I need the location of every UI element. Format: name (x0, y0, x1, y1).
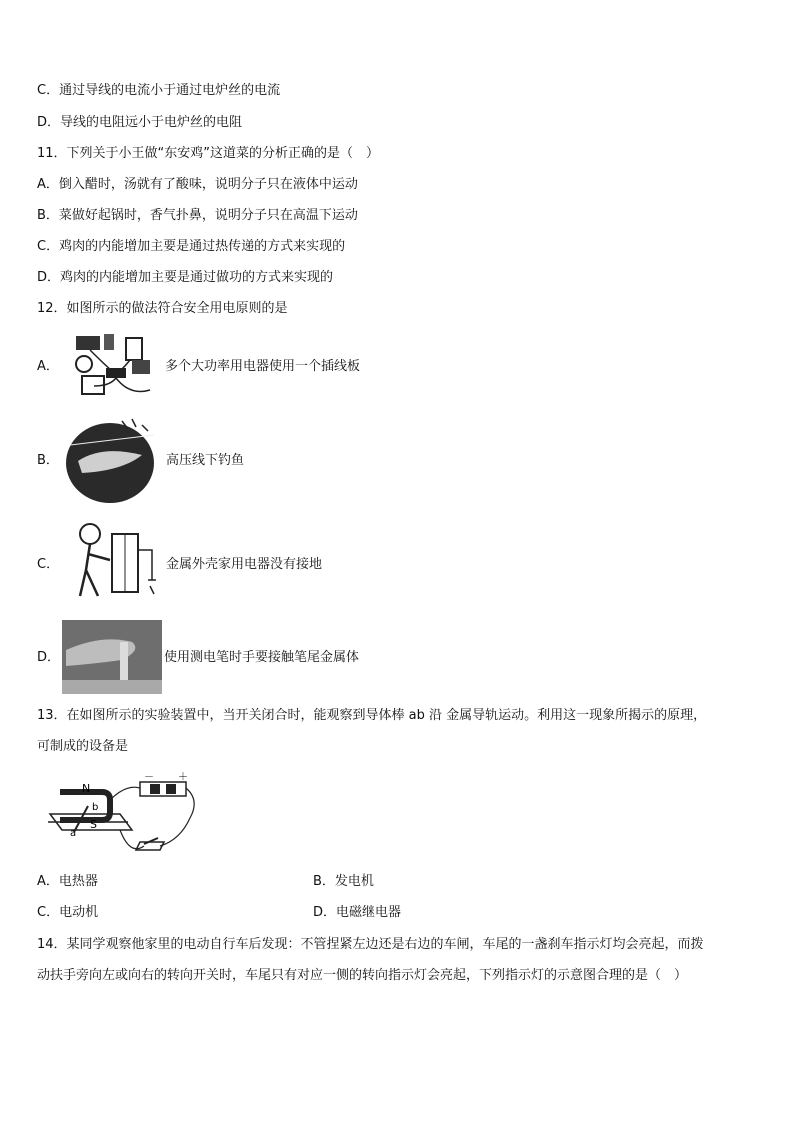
q12-option-c-label: C． (37, 557, 60, 572)
q13-option-b: B．发电机 (313, 874, 374, 889)
option-d-prev: D．导线的电阻远小于电炉丝的电阻 (37, 115, 243, 130)
q13-option-d: D．电磁继电器 (313, 905, 402, 920)
question-13-line-2: 可制成的设备是 (37, 739, 129, 754)
question-13-line-1: 13．在如图所示的实验装置中，当开关闭合时，能观察到导体棒 ab 沿 金属导轨运动。利用这一现象所揭示的原理， (37, 708, 707, 723)
question-14-line-2: 动扶手旁向左或向右的转向开关时，车尾只有对应一侧的转向指示灯会亮起，下列指示灯的示意图合理的是（ ） (37, 968, 688, 983)
q12-option-b-label: B． (37, 453, 59, 468)
q12-option-d-label: D． (37, 650, 61, 665)
south-pole-label: S (90, 818, 97, 831)
question-12: 12．如图所示的做法符合安全用电原则的是 (37, 301, 288, 316)
point-a-label: a (70, 828, 77, 839)
q13-option-c: C．电动机 (37, 905, 99, 920)
q11-option-a: A．倒入醋时，汤就有了酸味，说明分子只在液体中运动 (37, 177, 358, 192)
north-pole-label: N (82, 782, 91, 795)
question-11: 11．下列关于小王做“东安鸡”这道菜的分析正确的是（ ） (37, 146, 380, 161)
q12-option-b-text: 高压线下钓鱼 (166, 453, 245, 468)
ungrounded-appliance-image (72, 520, 162, 608)
fishing-under-power-line-image (62, 415, 162, 507)
battery-plus-label: ＋ (178, 772, 188, 783)
point-b-label: b (92, 802, 99, 813)
q12-option-c-text: 金属外壳家用电器没有接地 (166, 557, 323, 572)
question-14-line-1: 14．某同学观察他家里的电动自行车后发现：不管捏紧左边还是右边的车闸，车尾的一盏刹车指示灯均会亮起，而拨 (37, 937, 704, 952)
q11-option-d: D．鸡肉的内能增加主要是通过做功的方式来实现的 (37, 270, 334, 285)
electromagnetic-experiment-figure (40, 770, 210, 860)
test-pen-hand-image (62, 620, 162, 694)
battery-minus-label: － (144, 772, 154, 783)
option-c-prev: C．通过导线的电流小于通过电炉丝的电流 (37, 83, 281, 98)
q12-option-a-label: A． (37, 359, 59, 374)
appliances-power-strip-image (70, 330, 162, 405)
q12-option-a-text: 多个大功率用电器使用一个插线板 (165, 359, 361, 374)
q11-option-c: C．鸡肉的内能增加主要是通过热传递的方式来实现的 (37, 239, 346, 254)
q13-option-a: A．电热器 (37, 874, 98, 889)
q12-option-d-text: 使用测电笔时手要接触笔尾金属体 (164, 650, 360, 665)
q11-option-b: B．菜做好起锅时，香气扑鼻，说明分子只在高温下运动 (37, 208, 358, 223)
